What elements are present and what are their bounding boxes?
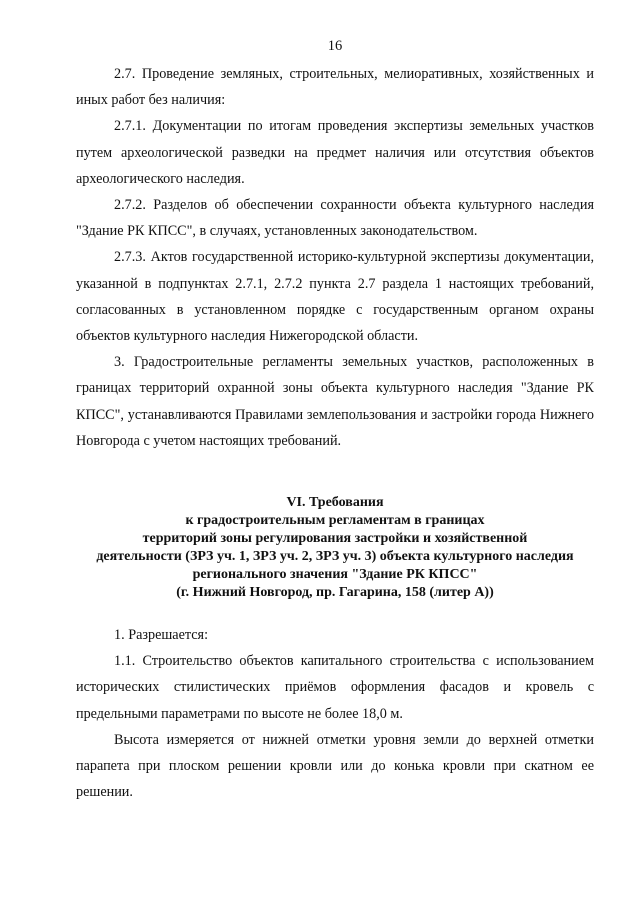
section-heading-line: к градостроительным регламентам в границах <box>185 513 485 528</box>
section-heading-line: (г. Нижний Новгород, пр. Гагарина, 158 (литер А)) <box>176 585 494 600</box>
body-text-top <box>76 61 594 454</box>
paragraph-3: 3. Градостроительные регламенты земельных участков, расположенных в границах территорий охранной зоны объекта культурного наследия "Здание РК КПСС", устанавливаются Правилами землепользования и застройки города Нижнего Новгорода с учетом настоящих требований. <box>76 354 594 449</box>
body-text-bottom <box>76 622 594 805</box>
section-heading <box>76 494 594 602</box>
section-heading-line: деятельности (ЗРЗ уч. 1, ЗРЗ уч. 2, ЗРЗ уч. 3) объекта культурного наследия <box>96 549 574 564</box>
page-number: 16 <box>327 38 343 54</box>
section-heading-line: VI. Требования <box>286 495 384 510</box>
paragraph-2-7-2: 2.7.2. Разделов об обеспечении сохранности объекта культурного наследия "Здание РК КПСС", в случаях, установленных законодательством. <box>76 197 594 240</box>
paragraph-vi-1-1: 1.1. Строительство объектов капитального строительства с использованием исторических стилистических приёмов оформления фасадов и кровель с предельными параметрами по высоте не более 18,0 м. <box>76 653 594 722</box>
section-heading-line: регионального значения "Здание РК КПСС" <box>192 567 478 582</box>
paragraph-2-7: 2.7. Проведение земляных, строительных, мелиоративных, хозяйственных и иных работ без наличия: <box>76 66 594 109</box>
paragraph-2-7-1: 2.7.1. Документации по итогам проведения экспертизы земельных участков путем археологической разведки на предмет наличия или отсутствия объектов археологического наследия. <box>76 118 594 187</box>
paragraph-height-note: Высота измеряется от нижней отметки уровня земли до верхней отметки парапета при плоском решении кровли или до конька кровли при скатном ее решении. <box>76 731 594 801</box>
section-heading-line: территорий зоны регулирования застройки и хозяйственной <box>142 531 528 546</box>
paragraph-vi-1: 1. Разрешается: <box>114 627 209 643</box>
paragraph-2-7-3: 2.7.3. Актов государственной историко-культурной экспертизы документации, указанной в подпунктах 2.7.1, 2.7.2 пункта 2.7 раздела 1 настоящих требований, согласованных в установленном порядке с государственным органом охраны объектов культурного наследия Нижегородской области. <box>76 249 594 345</box>
